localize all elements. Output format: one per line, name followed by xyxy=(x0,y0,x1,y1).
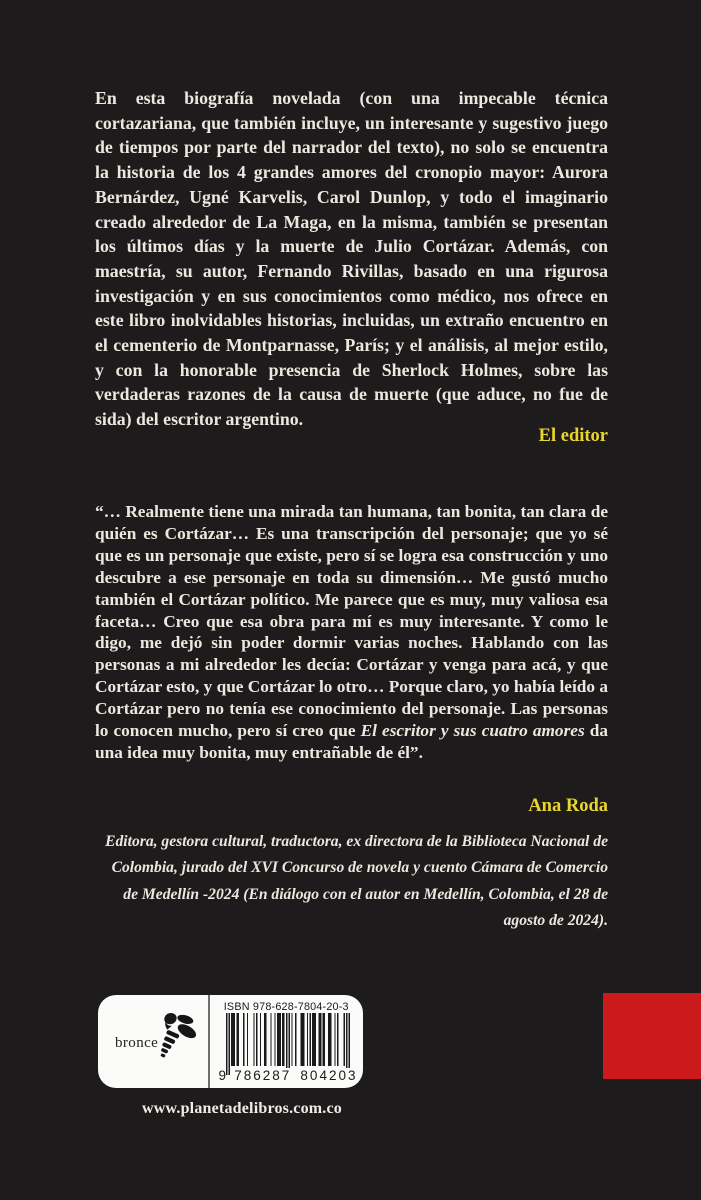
imprint-logo-box xyxy=(98,995,208,1088)
isbn-number: ISBN 978-628-7804-20-3 xyxy=(223,1001,349,1013)
isbn-barcode-plate xyxy=(98,995,363,1088)
barcode-digits xyxy=(219,1068,359,1083)
barcode-digit-lead: 9 xyxy=(218,1068,227,1083)
publisher-website: www.planetadelibros.com.co xyxy=(142,1100,343,1117)
barcode-digit-group-left: 786287 xyxy=(234,1068,292,1083)
imprint-name: bronce xyxy=(115,1035,159,1051)
editor-signature: El editor xyxy=(538,426,608,446)
barcode-box xyxy=(210,995,364,1088)
red-accent-block xyxy=(603,993,701,1079)
synopsis-paragraph: En esta biografía novelada (con una impecable técnica cortazariana, que también incluye, un interesante y sugestivo juego de tiempos por parte del narrador del texto), no solo se encuentra la historia de los 4 grandes amores del cronopio mayor: Aurora Bernárdez, Ugné Karvelis, Carol Dunlop, y todo el imaginario creado alrededor de La Maga, en la misma, también se presentan los últimos días y la muerte de Julio Cortázar. Además, con maestría, su autor, Fernando Rivillas, basado en una rigurosa investigación y en sus conocimientos como médico, nos ofrece en este libro inolvidables historias, incluidas, un extraño encuentro en el cementerio de Montparnasse, París; y el análisis, al mejor estilo, y con la honorable presencia de Sherlock Holmes, sobre las verdaderas razones de la causa de muerte (que aduce, no fue de sida) del escritor argentino. xyxy=(95,88,608,430)
bee-logo-icon xyxy=(154,1010,201,1068)
quote-author-name: Ana Roda xyxy=(528,796,608,816)
review-quote: “… Realmente tiene una mirada tan humana, tan bonita, tan clara de quién es Cortázar… Es una transcripción del personaje; que yo sé que es un personaje que existe, pero sí se logra esa construcción y uno descubre a ese personaje en toda su dimensión… Me gustó mucho también el Cortázar político. Me parece que es muy, muy valiosa esa faceta… Creo que esa obra para mí es muy interesante. Y como le digo, me dejó sin poder dormir varias noches. Hablando con las personas a mi alrededor les decía: Cortázar y venga para acá, y que Cortázar esto, y que Cortázar lo otro… Porque claro, yo había leído a Cortázar pero no tenía ese conocimiento del personaje. Las personas lo conocen mucho, pero sí creo que El escritor y sus cuatro amores da una idea muy bonita, muy entrañable de él”. xyxy=(95,502,609,762)
ean13-barcode-icon xyxy=(226,1013,350,1075)
quote-author-bio: Editora, gestora cultural, traductora, ex directora de la Biblioteca Nacional de Colombia, jurado del XVI Concurso de novela y cuento Cámara de Comercio de Medellín -2024 (En diálogo con el autor en Medellín, Colombia, el 28 de agosto de 2024). xyxy=(105,833,608,929)
barcode-digit-group-right: 804203 xyxy=(300,1068,358,1083)
